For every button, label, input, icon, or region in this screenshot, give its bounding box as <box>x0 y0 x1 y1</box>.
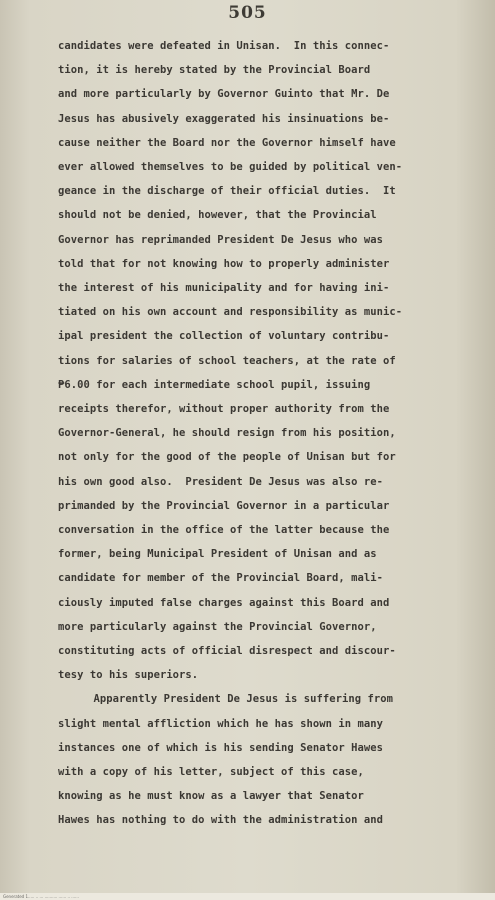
footer-strip <box>0 893 495 900</box>
footer-text: Generated 1..... .. ... .......... ...... .. ...... <box>3 894 79 899</box>
text-line: not only for the good of the people of Unisan but for <box>58 451 396 463</box>
text-line: the interest of his municipality and for having ini- <box>58 282 390 294</box>
text-line: former, being Municipal President of Unisan and as <box>58 548 377 560</box>
text-line: primanded by the Provincial Governor in a particular <box>58 500 390 512</box>
text-line: ₱6.00 for each intermediate school pupil, issuing <box>58 379 371 391</box>
text-line: ever allowed themselves to be guided by political ven- <box>58 161 403 173</box>
text-line: told that for not knowing how to properly administer <box>58 258 390 270</box>
text-line: geance in the discharge of their official duties. It <box>58 185 396 197</box>
text-line: knowing as he must know as a lawyer that Senator <box>58 790 364 802</box>
text-line: candidate for member of the Provincial Board, mali- <box>58 572 383 584</box>
text-line: Apparently President De Jesus is suffering from <box>68 693 393 705</box>
text-line: tion, it is hereby stated by the Provincial Board <box>58 64 371 76</box>
text-line: tions for salaries of school teachers, at the rate of <box>58 355 396 367</box>
text-line: tiated on his own account and responsibility as munic- <box>58 306 403 318</box>
text-line: more particularly against the Provincial Governor, <box>58 621 377 633</box>
text-line: tesy to his superiors. <box>58 669 199 681</box>
text-line: conversation in the office of the latter because the <box>58 524 390 536</box>
text-line: ipal president the collection of voluntary contribu- <box>58 330 390 342</box>
text-line: ciously imputed false charges against this Board and <box>58 597 390 609</box>
text-line: candidates were defeated in Unisan. In this connec- <box>58 40 390 52</box>
text-line: and more particularly by Governor Guinto that Mr. De <box>58 88 390 100</box>
text-line: receipts therefor, without proper authority from the <box>58 403 390 415</box>
text-line: constituting acts of official disrespect and discour- <box>58 645 396 657</box>
page-number: 505 <box>228 3 267 23</box>
text-line: Jesus has abusively exaggerated his insinuations be- <box>58 113 390 125</box>
text-line: with a copy of his letter, subject of this case, <box>58 766 364 778</box>
text-line: slight mental affliction which he has shown in many <box>58 718 383 730</box>
text-line: instances one of which is his sending Senator Hawes <box>58 742 383 754</box>
text-line: cause neither the Board nor the Governor himself have <box>58 137 396 149</box>
text-line: Governor has reprimanded President De Jesus who was <box>58 234 383 246</box>
text-line: Governor-General, he should resign from his position, <box>58 427 396 439</box>
text-line: Hawes has nothing to do with the administration and <box>58 814 383 826</box>
text-line: his own good also. President De Jesus was also re- <box>58 476 383 488</box>
text-line: should not be denied, however, that the Provincial <box>58 209 377 221</box>
